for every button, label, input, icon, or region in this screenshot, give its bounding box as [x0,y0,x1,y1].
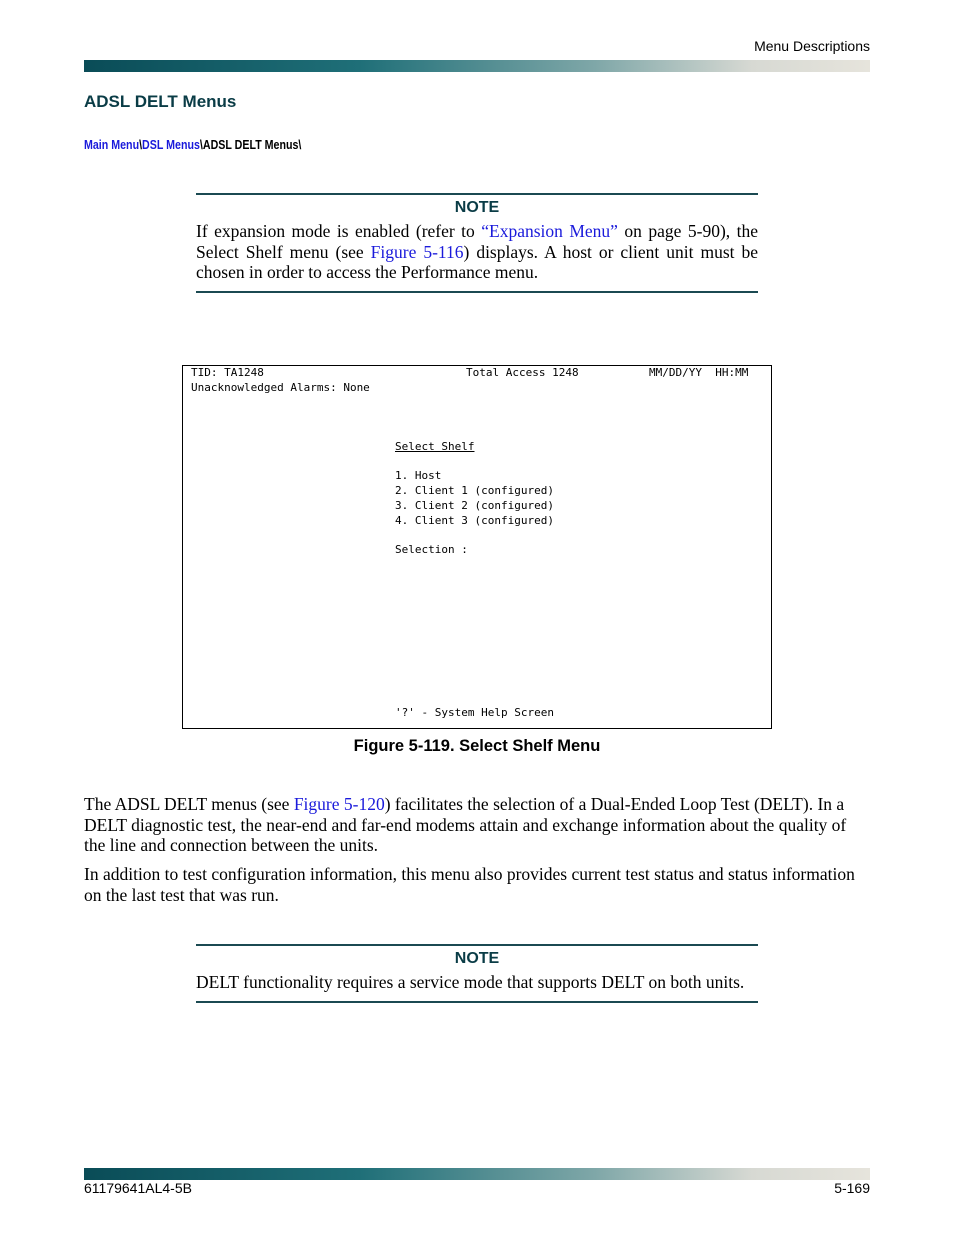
paragraph-text-part: ) facilitates the selection of a Dual-Ended Loop Test (DELT). In a DELT diagnostic test, the near-end and far-end modems attain and exchange information about the quality of the line and connection between the units. [84,794,847,855]
select-shelf-title: Select Shelf [395,440,475,453]
note-text [196,221,758,291]
note-label: NOTE [454,950,500,967]
document-number: 61179641AL4-5B [84,1180,192,1196]
body-paragraph-2: In addition to test configuration information, this menu also provides current test status and status information on the last test that was run. [84,864,855,905]
note-text-part: on page 5-90), the Select Shelf menu (see [196,221,758,262]
terminal-tid: TID: TA1248 [191,366,264,379]
terminal-product: Total Access 1248 [466,366,579,379]
menu-item-host[interactable]: 1. Host [395,469,442,482]
menu-item-client-1[interactable]: 2. Client 1 (configured) [395,484,554,497]
section-heading: ADSL DELT Menus [84,92,237,111]
help-hint: '?' - System Help Screen [395,706,554,719]
note-label: NOTE [454,199,500,216]
page-number: 5-169 [834,1180,870,1196]
figure-5-116-link[interactable]: Figure 5-116 [370,241,464,262]
expansion-menu-link[interactable]: “Expansion Menu” [481,221,618,241]
breadcrumb [84,137,301,152]
running-header: Menu Descriptions [754,38,870,54]
terminal-alarms: Unacknowledged Alarms: None [191,380,370,394]
terminal-screen [182,365,772,729]
paragraph-text-part: The ADSL DELT menus (see [84,794,294,814]
breadcrumb-current: \ADSL DELT Menus\ [199,137,302,152]
header-bar [84,60,870,72]
footer-bar [84,1168,870,1180]
breadcrumb-separator: \ [139,137,143,152]
selection-prompt[interactable]: Selection : [395,543,468,556]
note-box-delt [196,944,758,1003]
figure-5-120-link[interactable]: Figure 5-120 [293,794,385,814]
terminal-datetime: MM/DD/YY HH:MM [649,366,749,379]
note-text-part: ) displays. A host or client unit must be chosen in order to access the Performance menu. [196,241,758,282]
figure-caption: Figure 5-119. Select Shelf Menu [353,737,601,755]
breadcrumb-dsl-menus[interactable]: DSL Menus [142,137,200,152]
body-paragraph-1 [84,794,870,856]
note-box-expansion [196,193,758,293]
note-text-part: If expansion mode is enabled (refer to [196,221,482,241]
breadcrumb-main-menu[interactable]: Main Menu [84,137,140,152]
menu-item-client-2[interactable]: 3. Client 2 (configured) [395,499,554,512]
menu-item-client-3[interactable]: 4. Client 3 (configured) [395,514,554,527]
note-text: DELT functionality requires a service mode that supports DELT on both units. [196,972,745,992]
